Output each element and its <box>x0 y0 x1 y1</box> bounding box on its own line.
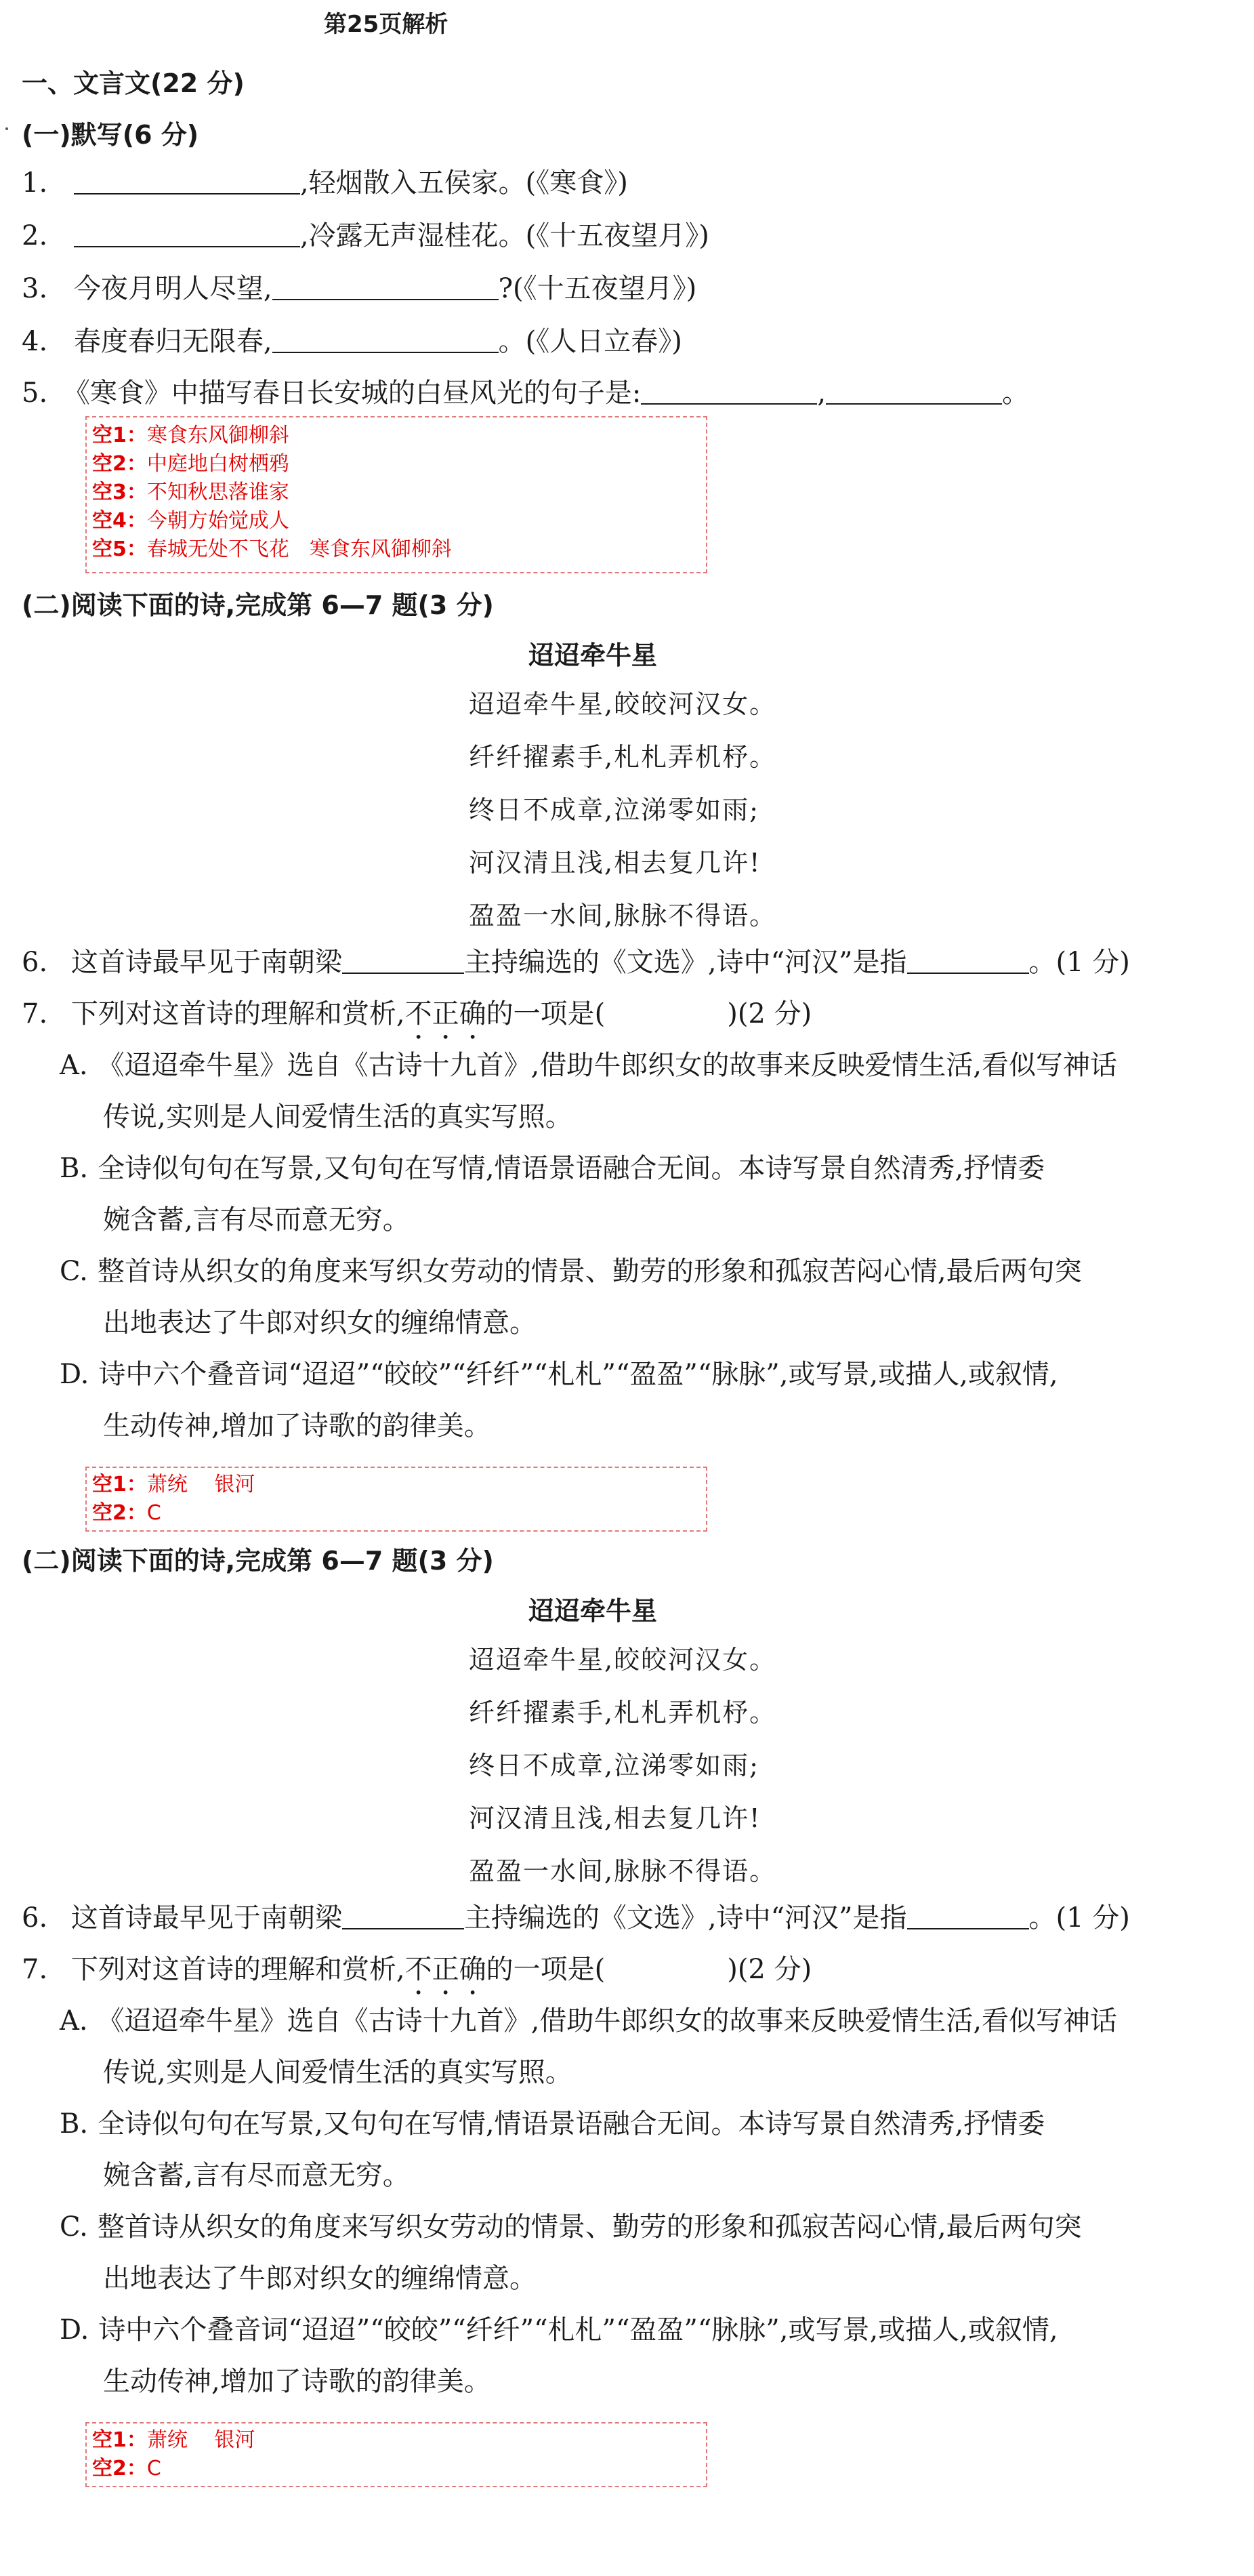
question-6 <box>22 1902 1130 1934</box>
option-text: 全诗似句句在写景,又句句在写情,情语景语融合无间。本诗写景自然清秀,抒情委 <box>98 2108 1045 2140</box>
option-d <box>60 1358 1058 1391</box>
emphasis-char: 不 <box>404 1954 432 1985</box>
answer-label: 空1： <box>92 424 147 447</box>
answer-row <box>92 507 706 535</box>
question-number: 7. <box>22 998 48 1029</box>
poem-line: 终日不成章,泣涕零如雨; <box>469 1751 759 1780</box>
emphasis-char: 正 <box>432 1954 459 1985</box>
option-b <box>60 1152 1045 1185</box>
question-text: 的一项是( <box>486 1954 606 1985</box>
poem-title: 迢迢牵牛星 <box>528 1596 658 1626</box>
question-7 <box>22 1953 812 1986</box>
question-1 <box>22 167 628 199</box>
page-title: 第25页解析 <box>324 11 448 38</box>
answer-label: 空2： <box>92 1501 147 1525</box>
poem-line: 盈盈一水间,脉脉不得语。 <box>469 1856 777 1886</box>
answer-label: 空2： <box>92 2457 147 2480</box>
question-number: 4. <box>22 326 48 357</box>
poem-line: 河汉清且浅,相去复几许! <box>469 1803 761 1833</box>
answer-row <box>92 2426 706 2455</box>
answer-blank[interactable] <box>272 327 499 353</box>
answer-value: 萧统 银河 <box>146 1473 255 1496</box>
answer-value: C <box>146 1501 161 1525</box>
option-c-line2: 出地表达了牛郎对织女的缠绵情意。 <box>103 2263 537 2294</box>
option-d <box>60 2314 1058 2346</box>
answer-row <box>92 1499 706 1528</box>
option-b <box>60 2108 1045 2140</box>
option-text: 诗中六个叠音词“迢迢”“皎皎”“纤纤”“札札”“盈盈”“脉脉”,或写景,或描人,或叙情, <box>98 1359 1058 1390</box>
answer-blank[interactable] <box>641 379 817 405</box>
question-text: ,冷露无声湿桂花。(《十五夜望月》) <box>299 220 709 251</box>
question-number: 1. <box>22 167 48 199</box>
answer-blank[interactable] <box>342 948 464 974</box>
question-text: )(2 分) <box>727 1954 812 1985</box>
answer-blank[interactable] <box>907 948 1029 974</box>
subsection-heading: (一)默写(6 分) <box>22 120 199 150</box>
question-text: 这首诗最早见于南朝梁 <box>70 1902 342 1934</box>
question-text: 。 <box>1002 377 1030 409</box>
question-number: 6. <box>22 1902 48 1934</box>
answer-row <box>92 1471 706 1499</box>
question-2 <box>22 220 709 252</box>
answer-label: 空4： <box>92 509 147 533</box>
question-4 <box>22 325 682 358</box>
question-text: 这首诗最早见于南朝梁 <box>70 947 342 978</box>
option-letter: C. <box>60 2211 88 2243</box>
answer-blank[interactable] <box>272 274 499 300</box>
option-letter: B. <box>60 2108 89 2140</box>
emphasis-char: 不 <box>404 998 432 1029</box>
question-text: ?(《十五夜望月》) <box>498 273 697 304</box>
section-heading: 一、文言文(22 分) <box>22 68 245 98</box>
answer-box-3 <box>85 2422 707 2487</box>
poem-line: 纤纤擢素手,札札弄机杼。 <box>469 1698 777 1727</box>
question-text: 春度春归无限春, <box>73 326 272 357</box>
answer-row <box>92 2455 706 2483</box>
answer-blank[interactable] <box>342 1904 464 1929</box>
question-text: , <box>817 377 827 409</box>
question-text: 今夜月明人尽望, <box>73 273 272 304</box>
answer-value: 春城无处不飞花 寒食东风御柳斜 <box>146 537 452 561</box>
option-text: 《迢迢牵牛星》选自《古诗十九首》,借助牛郎织女的故事来反映爱情生活,看似写神话 <box>97 2005 1118 2037</box>
option-letter: A. <box>60 1050 88 1081</box>
option-text: 诗中六个叠音词“迢迢”“皎皎”“纤纤”“札札”“盈盈”“脉脉”,或写景,或描人,或叙情, <box>98 2314 1058 2346</box>
answer-blank[interactable] <box>907 1904 1029 1929</box>
option-d-line2: 生动传神,增加了诗歌的韵律美。 <box>103 2366 491 2397</box>
option-text: 整首诗从织女的角度来写织女劳动的情景、勤劳的形象和孤寂苦闷心情,最后两句突 <box>97 1256 1082 1287</box>
question-number: 7. <box>22 1954 48 1985</box>
subsection-heading: (二)阅读下面的诗,完成第 6—7 题(3 分) <box>22 1546 494 1576</box>
answer-label: 空1： <box>92 1473 147 1496</box>
poem-line: 盈盈一水间,脉脉不得语。 <box>469 901 777 931</box>
answer-row <box>92 422 706 450</box>
answer-box-2 <box>85 1467 707 1532</box>
question-number: 2. <box>22 220 48 251</box>
option-letter: C. <box>60 1256 88 1287</box>
question-text: 《寒食》中描写春日长安城的白昼风光的句子是: <box>62 377 642 409</box>
answer-label: 空2： <box>92 452 147 476</box>
option-a <box>60 1049 1117 1082</box>
answer-value: 中庭地白树栖鸦 <box>146 452 289 476</box>
answer-blank[interactable] <box>826 379 1002 405</box>
answer-box-1 <box>85 416 707 573</box>
question-text: 下列对这首诗的理解和赏析, <box>70 1954 405 1985</box>
question-text: 。(1 分) <box>1028 1902 1130 1934</box>
poem-title: 迢迢牵牛星 <box>528 640 658 670</box>
option-b-line2: 婉含蓄,言有尽而意无穷。 <box>103 2160 410 2191</box>
answer-value: 不知秋思落谁家 <box>146 481 289 504</box>
option-c <box>60 1255 1082 1288</box>
answer-blank[interactable] <box>74 222 300 247</box>
answer-row <box>92 535 706 564</box>
question-6 <box>22 946 1130 979</box>
answer-label: 空3： <box>92 481 147 504</box>
option-text: 整首诗从织女的角度来写织女劳动的情景、勤劳的形象和孤寂苦闷心情,最后两句突 <box>97 2211 1082 2243</box>
option-text: 《迢迢牵牛星》选自《古诗十九首》,借助牛郎织女的故事来反映爱情生活,看似写神话 <box>97 1050 1118 1081</box>
margin-dot <box>5 127 8 130</box>
subsection-heading: (二)阅读下面的诗,完成第 6—7 题(3 分) <box>22 590 494 620</box>
question-number: 5. <box>22 377 48 409</box>
option-a <box>60 2005 1117 2037</box>
answer-label: 空5： <box>92 537 147 561</box>
question-number: 6. <box>22 947 48 978</box>
poem-line: 纤纤擢素手,札札弄机杼。 <box>469 742 777 772</box>
option-d-line2: 生动传神,增加了诗歌的韵律美。 <box>103 1410 491 1442</box>
answer-value: 寒食东风御柳斜 <box>146 424 289 447</box>
answer-row <box>92 450 706 478</box>
question-text: 主持编选的《文选》,诗中“河汉”是指 <box>463 1902 907 1934</box>
poem-line: 终日不成章,泣涕零如雨; <box>469 795 759 825</box>
poem-line: 迢迢牵牛星,皎皎河汉女。 <box>469 1645 777 1675</box>
poem-line: 迢迢牵牛星,皎皎河汉女。 <box>469 689 777 719</box>
answer-value: 萧统 银河 <box>146 2428 255 2452</box>
option-c <box>60 2211 1082 2243</box>
option-text: 全诗似句句在写景,又句句在写情,情语景语融合无间。本诗写景自然清秀,抒情委 <box>98 1153 1045 1184</box>
question-7 <box>22 998 812 1030</box>
question-text: 。(1 分) <box>1028 947 1130 978</box>
emphasis-char: 确 <box>459 1954 486 1985</box>
option-letter: B. <box>60 1153 89 1184</box>
answer-blank[interactable] <box>74 169 300 195</box>
question-text: 。(《人日立春》) <box>498 326 682 357</box>
answer-value: 今朝方始觉成人 <box>146 509 289 533</box>
question-text: 下列对这首诗的理解和赏析, <box>70 998 405 1029</box>
question-text: ,轻烟散入五侯家。(《寒食》) <box>299 167 628 199</box>
question-text: 的一项是( <box>486 998 606 1029</box>
question-5 <box>22 377 1029 409</box>
question-text: )(2 分) <box>727 998 812 1029</box>
option-letter: A. <box>60 2005 88 2037</box>
emphasis-char: 确 <box>459 998 486 1029</box>
question-number: 3. <box>22 273 48 304</box>
option-a-line2: 传说,实则是人间爱情生活的真实写照。 <box>103 2057 572 2088</box>
option-a-line2: 传说,实则是人间爱情生活的真实写照。 <box>103 1101 572 1132</box>
answer-value: C <box>146 2457 161 2480</box>
poem-line: 河汉清且浅,相去复几许! <box>469 848 761 878</box>
option-letter: D. <box>60 1359 89 1390</box>
option-letter: D. <box>60 2314 89 2346</box>
question-text: 主持编选的《文选》,诗中“河汉”是指 <box>463 947 907 978</box>
question-3 <box>22 272 696 305</box>
emphasis-char: 正 <box>432 998 459 1029</box>
option-c-line2: 出地表达了牛郎对织女的缠绵情意。 <box>103 1307 537 1338</box>
answer-row <box>92 478 706 507</box>
option-b-line2: 婉含蓄,言有尽而意无穷。 <box>103 1204 410 1235</box>
answer-label: 空1： <box>92 2428 147 2452</box>
